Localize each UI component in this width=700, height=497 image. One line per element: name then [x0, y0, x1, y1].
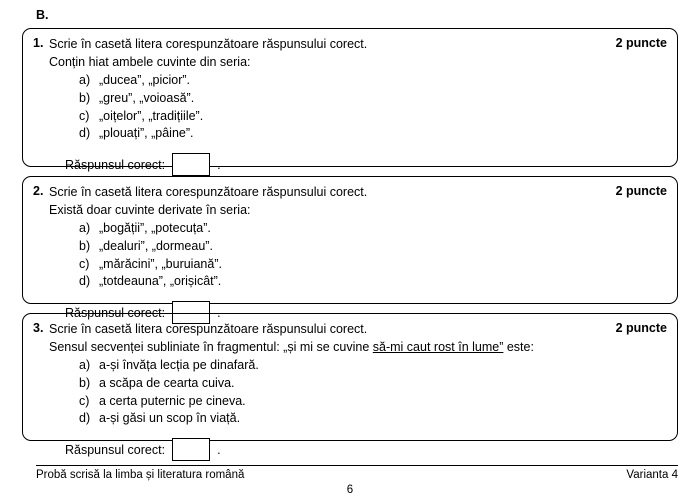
- option-text: „ducea”, „picior”.: [99, 73, 190, 87]
- question-number: 3.: [33, 321, 44, 335]
- question-header-left: [33, 321, 367, 338]
- question-header: [33, 36, 667, 53]
- question-header-left: [33, 184, 367, 201]
- option-label: d): [79, 411, 91, 426]
- option-text: „oițelor”, „tradițiile”.: [99, 108, 204, 123]
- option-text: „plouați”, „pâine”.: [99, 126, 194, 141]
- option-list: [33, 72, 667, 143]
- footer-right-text: Varianta 4: [626, 469, 678, 481]
- question-points: 2 puncte: [615, 184, 667, 198]
- option-item[interactable]: [79, 238, 667, 256]
- option-list: [33, 220, 667, 291]
- answer-box[interactable]: [172, 438, 210, 461]
- question-stem: Scrie în casetă litera corespunzătoare răspunsului corect.: [49, 322, 368, 336]
- answer-period: .: [217, 157, 221, 172]
- option-item[interactable]: [79, 256, 667, 274]
- question-intro: [49, 202, 667, 219]
- option-item[interactable]: [79, 393, 667, 411]
- question-intro-prefix: Există doar cuvinte derivate în seria:: [49, 202, 251, 217]
- option-text: „bogății”, „potecuța”.: [99, 221, 211, 235]
- question-header: [33, 184, 667, 201]
- option-item[interactable]: [79, 220, 667, 238]
- question-intro-underlined: să-mi caut rost în lume”: [372, 339, 504, 354]
- option-item[interactable]: [79, 108, 667, 126]
- option-text: a certa puternic pe cineva.: [99, 393, 246, 408]
- question-intro-prefix: Sensul secvenței subliniate în fragmentul: „și mi se cuvine: [49, 339, 373, 354]
- answer-box[interactable]: [172, 153, 210, 176]
- question-header: [33, 321, 667, 338]
- option-label: a): [79, 73, 91, 87]
- footer-divider: [36, 465, 678, 466]
- question-intro: [49, 54, 667, 71]
- question-stem: Scrie în casetă litera corespunzătoare răspunsului corect.: [49, 37, 368, 51]
- answer-row: [65, 153, 667, 176]
- option-item[interactable]: [79, 375, 667, 393]
- page-footer: [22, 465, 678, 481]
- section-letter: B.: [36, 8, 49, 22]
- question-intro-prefix: Conțin hiat ambele cuvinte din seria:: [49, 54, 251, 69]
- option-label: c): [79, 393, 90, 408]
- option-label: b): [79, 90, 91, 105]
- option-label: c): [79, 256, 90, 271]
- option-text: a scăpa de cearta cuiva.: [99, 375, 235, 390]
- option-item[interactable]: [79, 125, 667, 143]
- option-text: a-și învăța lecția pe dinafară.: [99, 358, 259, 372]
- question-block-1: [22, 28, 678, 172]
- page-number: 6: [346, 484, 354, 496]
- footer-row: [22, 469, 678, 481]
- question-block-2: [22, 176, 678, 320]
- question-intro: [49, 339, 667, 356]
- answer-row: [65, 438, 667, 461]
- option-label: a): [79, 221, 91, 235]
- option-text: „totdeauna”, „orișicât”.: [99, 274, 222, 289]
- footer-left-text: Probă scrisă la limba și literatura română: [36, 469, 245, 481]
- answer-period: .: [217, 442, 221, 457]
- option-item[interactable]: [79, 72, 667, 90]
- answer-period: .: [217, 305, 221, 320]
- option-label: c): [79, 108, 90, 123]
- option-item[interactable]: [79, 357, 667, 375]
- question-stem: Scrie în casetă litera corespunzătoare răspunsului corect.: [49, 185, 368, 199]
- option-label: d): [79, 274, 91, 289]
- question-number: 1.: [33, 36, 44, 50]
- question-points: 2 puncte: [615, 321, 667, 335]
- answer-label: Răspunsul corect:: [65, 157, 166, 172]
- option-text: „greu”, „voioasă”.: [99, 90, 195, 105]
- option-list: [33, 357, 667, 428]
- option-label: a): [79, 358, 91, 372]
- option-item[interactable]: [79, 273, 667, 291]
- option-label: b): [79, 375, 91, 390]
- question-header-left: [33, 36, 367, 53]
- option-text: a-și găsi un scop în viață.: [99, 411, 241, 426]
- answer-label: Răspunsul corect:: [65, 442, 166, 457]
- option-label: b): [79, 238, 91, 253]
- answer-label: Răspunsul corect:: [65, 305, 166, 320]
- option-item[interactable]: [79, 410, 667, 428]
- question-block-3: [22, 313, 678, 457]
- question-number: 2.: [33, 184, 44, 198]
- option-text: „dealuri”, „dormeau”.: [99, 238, 213, 253]
- option-label: d): [79, 126, 91, 141]
- question-intro-suffix: este:: [503, 339, 534, 354]
- option-item[interactable]: [79, 90, 667, 108]
- option-text: „mărăcini”, „buruiană”.: [99, 256, 222, 271]
- question-points: 2 puncte: [615, 36, 667, 50]
